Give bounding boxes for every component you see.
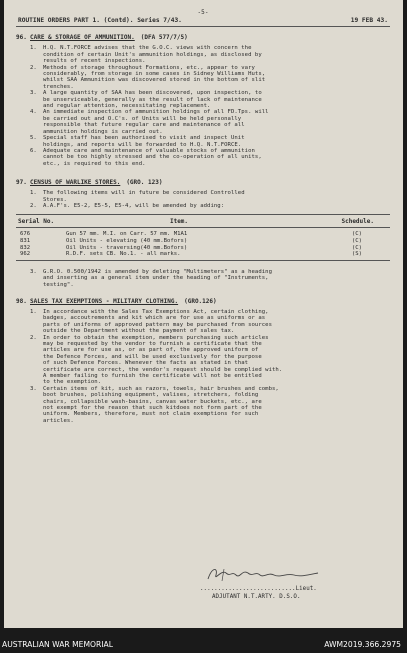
list-item — [30, 90, 390, 109]
item-number: 3. — [30, 268, 37, 275]
item-text: H.Q. N.T.FORCE advises that the G.O.C. views with concern the condition of certain Unit's ammunition holdings, as disclosed by results of recent inspections. — [43, 45, 262, 65]
serial-cell: 831 — [20, 237, 31, 244]
item-number: 1. — [30, 190, 37, 197]
document-header — [16, 17, 390, 26]
serial-cell: 832 — [20, 244, 31, 251]
item-number: 2. — [30, 64, 37, 71]
item-text: Methods of storage throughout Formations, etc., appear to vary considerably, from storage in some cases in Sidney Williams Huts, whilst SAA Ammunition was discovered stored in the bottom of slit trenches. — [43, 64, 266, 90]
item-number: 3. — [30, 90, 37, 97]
list-item — [30, 335, 390, 386]
section-98-heading — [16, 298, 390, 305]
header-rule — [16, 26, 390, 27]
handwritten-signature — [204, 563, 324, 585]
item-cell: Oil Units - elevating (40 mm.Bofors) — [66, 237, 188, 244]
item-number: 3. — [30, 385, 37, 392]
item-cell: Gun 57 mm. M.I. on Carr. 57 mm. M1A1 — [66, 231, 188, 238]
item-text: Special staff has been authorised to visit and inspect Unit holdings, and reports will be forwarded to H.Q. N.T.FORCE. — [43, 135, 245, 148]
table-row — [16, 238, 390, 245]
item-cell: Oil Units - traversing(40 mm.Bofors) — [66, 244, 188, 251]
item-text: A large quantity of SAA has been discovered, upon inspection, to be unserviceable, generally as the result of lack of maintenance and regular attention, necessitating replacement. — [43, 90, 262, 110]
item-text: In accordance with the Sales Tax Exemptions Act, certain clothing, badges, accoutrements and kit which are for use as uniforms or as parts of uniforms of approved pattern may be purchased from sources outside the Department without the payment of sales tax. — [43, 308, 272, 335]
archive-footer — [0, 640, 407, 653]
section-number: 96. — [16, 34, 27, 42]
list-item — [30, 45, 390, 64]
section-ref: (DFA 577/7/5) — [140, 34, 188, 42]
col-item-header: Item. — [169, 218, 189, 226]
list-item — [30, 109, 390, 135]
col-serial-header: Serial No. — [18, 218, 55, 226]
list-item — [30, 148, 390, 167]
schedule-cell: (S) — [351, 251, 362, 258]
footer-institution: AUSTRALIAN WAR MEMORIAL — [2, 640, 113, 649]
schedule-cell: (C) — [351, 231, 362, 238]
table-rule — [16, 260, 390, 261]
section-97-heading — [16, 179, 390, 186]
signature-title: ADJUTANT N.T.ARTY. D.S.O. — [212, 594, 301, 600]
item-number: 2. — [30, 202, 37, 209]
header-title: ROUTINE ORDERS PART 1. (Contd). Series 7/43. — [18, 17, 182, 25]
table-row — [16, 231, 390, 238]
item-number: 1. — [30, 45, 37, 52]
list-item — [30, 135, 390, 148]
section-title: SALES TAX EXEMPTIONS - MILITARY CLOTHING. — [30, 297, 179, 305]
section-number: 97. — [16, 179, 27, 187]
item-text: An immediate inspection of ammunition holdings of all FD.Tps. will be carried out and O.C's. of Units will be held personally responsible that future regular care and maintenance of all ammunition holdings is carried out. — [43, 109, 269, 135]
serial-cell: 962 — [20, 251, 31, 258]
item-cell: R.D.F. sets CB. No.1. - all marks. — [66, 251, 181, 258]
list-item — [30, 190, 390, 203]
section-title: CENSUS OF WARLIKE STORES. — [30, 179, 121, 187]
section-ref: (GRO. 123) — [126, 179, 163, 187]
item-text: Certain items of kit, such as razors, towels, hair brushes and combs, boot brushes, polishing equipment, valises, stretchers, folding chairs, collapsible wash-basins, canvas water buckets, etc., are not exempt for the reason that such kitdoes not form part of the uniform. Members, therefore, must not claim exemptions for such articles. — [43, 385, 279, 424]
item-number: 4. — [30, 109, 37, 116]
schedule-cell: (C) — [351, 237, 362, 244]
section-title: CARE & STORAGE OF AMMUNITION. — [30, 34, 135, 42]
list-item — [30, 269, 390, 288]
header-date: 19 FEB 43. — [350, 17, 388, 25]
item-number: 6. — [30, 147, 37, 154]
document-page — [4, 0, 403, 628]
section-number: 98. — [16, 297, 27, 305]
section-96-heading — [16, 34, 390, 41]
list-item — [30, 203, 390, 209]
list-item — [30, 65, 390, 91]
item-text: In order to obtain the exemption, members purchasing such articles may be requested by the vendor to furnish a certificate that the articles are for use as, or as part of, the approved uniform of the Defence Forces, and will be used exclusively for the purpose of such Defence Forces. Whenever the facts as stated in that certificate are correct, the vendor's request should be complied with. A member failing to furnish the certificate will not be entitled to the exemption. — [43, 334, 283, 386]
stores-table — [16, 214, 390, 260]
table-header — [16, 214, 390, 228]
list-item — [30, 386, 390, 424]
table-row — [16, 245, 390, 252]
schedule-cell: (C) — [351, 244, 362, 251]
item-text: A.A.F's. E5-2, E5-5, E5-4, will be amended by adding: — [43, 202, 225, 209]
item-number: 1. — [30, 308, 37, 315]
signature-line: ...........................Lieut. — [200, 586, 317, 592]
table-row — [16, 251, 390, 258]
footer-accession-number: AWM2019.366.2975 — [324, 640, 401, 649]
item-text: The following items will in future be considered Controlled Stores. — [43, 190, 245, 203]
page-number: -5- — [197, 9, 209, 16]
item-number: 2. — [30, 334, 37, 341]
serial-cell: 676 — [20, 231, 31, 238]
list-item — [30, 309, 390, 335]
item-number: 5. — [30, 135, 37, 142]
item-text: G.R.O. 0.500/1942 is amended by deleting "Multimeters" as a heading and inserting as a general item under the heading of "Instruments, testing". — [43, 268, 272, 288]
col-schedule-header: Schedule. — [341, 218, 374, 226]
section-ref: (GRO.126) — [184, 297, 217, 305]
item-text: Adequate care and maintenance of valuable stocks of ammunition cannot be too highly stressed and the co-operation of all units, etc., is required to this end. — [43, 147, 262, 167]
